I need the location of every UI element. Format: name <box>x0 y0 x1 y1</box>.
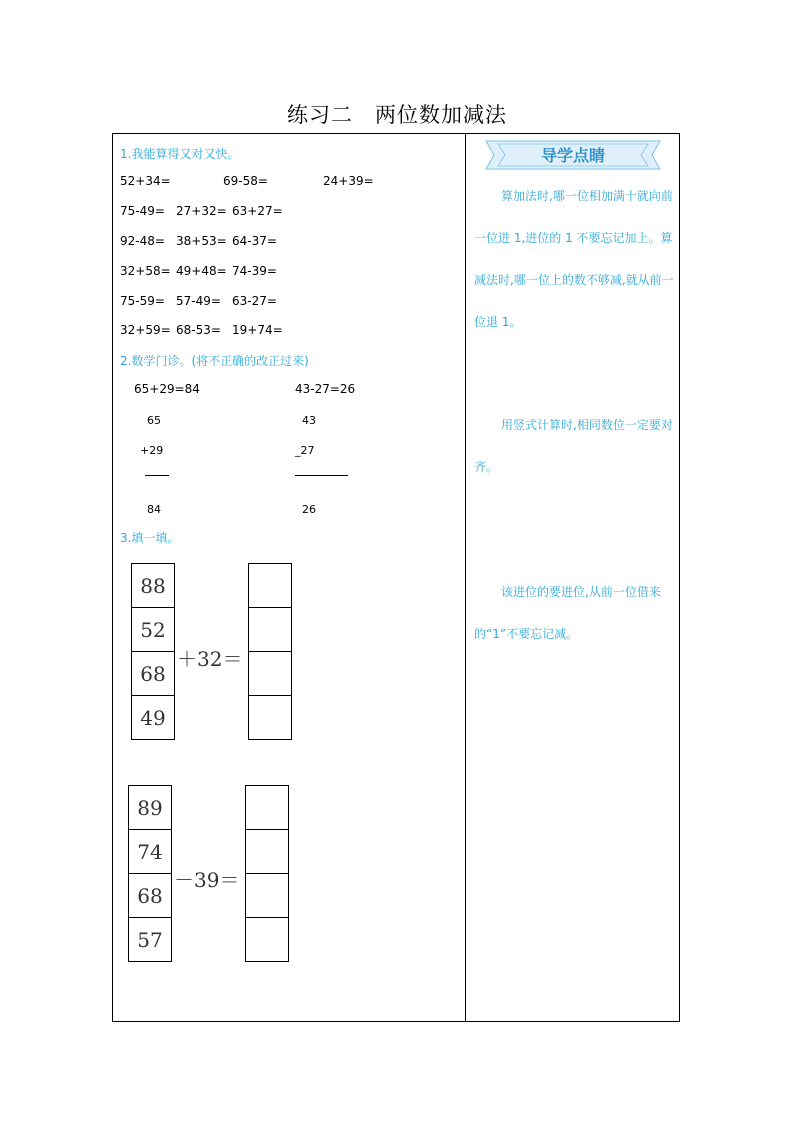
equation: 68-53= <box>176 323 221 337</box>
answer-box[interactable] <box>248 563 292 608</box>
equation: 49+48= <box>176 264 227 278</box>
banner-title: 导学点睛 <box>540 146 605 165</box>
vertical-second-b: _27 <box>295 444 315 457</box>
number-box: 89 <box>128 785 172 830</box>
number-box: 74 <box>128 829 172 874</box>
number-box: 52 <box>131 607 175 652</box>
equation: 52+34= <box>120 174 171 188</box>
section1-heading: 1.我能算得又对又快。 <box>120 147 240 161</box>
wrong-equation-b: 43-27=26 <box>295 382 356 396</box>
number-box: 49 <box>131 695 175 740</box>
answer-box[interactable] <box>245 785 289 830</box>
tip-paragraph: 用竖式计算时,相同数位一定要对齐。 <box>474 418 673 474</box>
equation: 24+39= <box>323 174 374 188</box>
answer-box[interactable] <box>248 695 292 740</box>
subtract-operation: －39＝ <box>174 868 240 892</box>
vertical-line-b <box>295 475 348 476</box>
tip-paragraph: 该进位的要进位,从前一位借来的“1”不要忘记减。 <box>474 585 661 641</box>
page-title: 练习二 两位数加减法 <box>287 103 507 127</box>
equation: 64-37= <box>232 234 277 248</box>
number-box: 68 <box>131 651 175 696</box>
vertical-result-a: 84 <box>147 503 161 516</box>
tip-paragraph: 算加法时,哪一位相加满十就向前 一位进 1,进位的 1 不要忘记加上。算减法时,哪一位上的数不够减,就从前一位退 1。 <box>474 189 674 329</box>
answer-column-sub <box>245 785 289 962</box>
equation: 75-59= <box>120 294 165 308</box>
minuend-column <box>128 785 172 962</box>
equation: 63-27= <box>232 294 277 308</box>
number-box: 68 <box>128 873 172 918</box>
number-box: 57 <box>128 917 172 962</box>
equation: 27+32= <box>176 204 227 218</box>
equation: 32+59= <box>120 323 171 337</box>
equation: 38+53= <box>176 234 227 248</box>
answer-box[interactable] <box>245 829 289 874</box>
vertical-line-a <box>145 475 169 476</box>
answer-column-add <box>248 563 292 740</box>
equation: 74-39= <box>232 264 277 278</box>
answer-box[interactable] <box>245 917 289 962</box>
equation: 92-48= <box>120 234 165 248</box>
equation: 75-49= <box>120 204 165 218</box>
column-divider <box>465 133 466 1022</box>
vertical-second-a: +29 <box>140 444 164 457</box>
vertical-result-b: 26 <box>302 503 316 516</box>
addend-column <box>131 563 175 740</box>
answer-box[interactable] <box>245 873 289 918</box>
add-operation: ＋32＝ <box>177 647 243 671</box>
section2-heading: 2.数学门诊。(将不正确的改正过来) <box>120 354 309 368</box>
equation: 63+27= <box>232 204 283 218</box>
equation: 32+58= <box>120 264 171 278</box>
number-box: 88 <box>131 563 175 608</box>
answer-box[interactable] <box>248 607 292 652</box>
vertical-top-a: 65 <box>147 414 161 427</box>
section3-heading: 3.填一填。 <box>120 531 180 545</box>
answer-box[interactable] <box>248 651 292 696</box>
equation: 57-49= <box>176 294 221 308</box>
wrong-equation-a: 65+29=84 <box>134 382 200 396</box>
equation: 19+74= <box>232 323 283 337</box>
equation: 69-58= <box>223 174 268 188</box>
vertical-top-b: 43 <box>302 414 316 427</box>
